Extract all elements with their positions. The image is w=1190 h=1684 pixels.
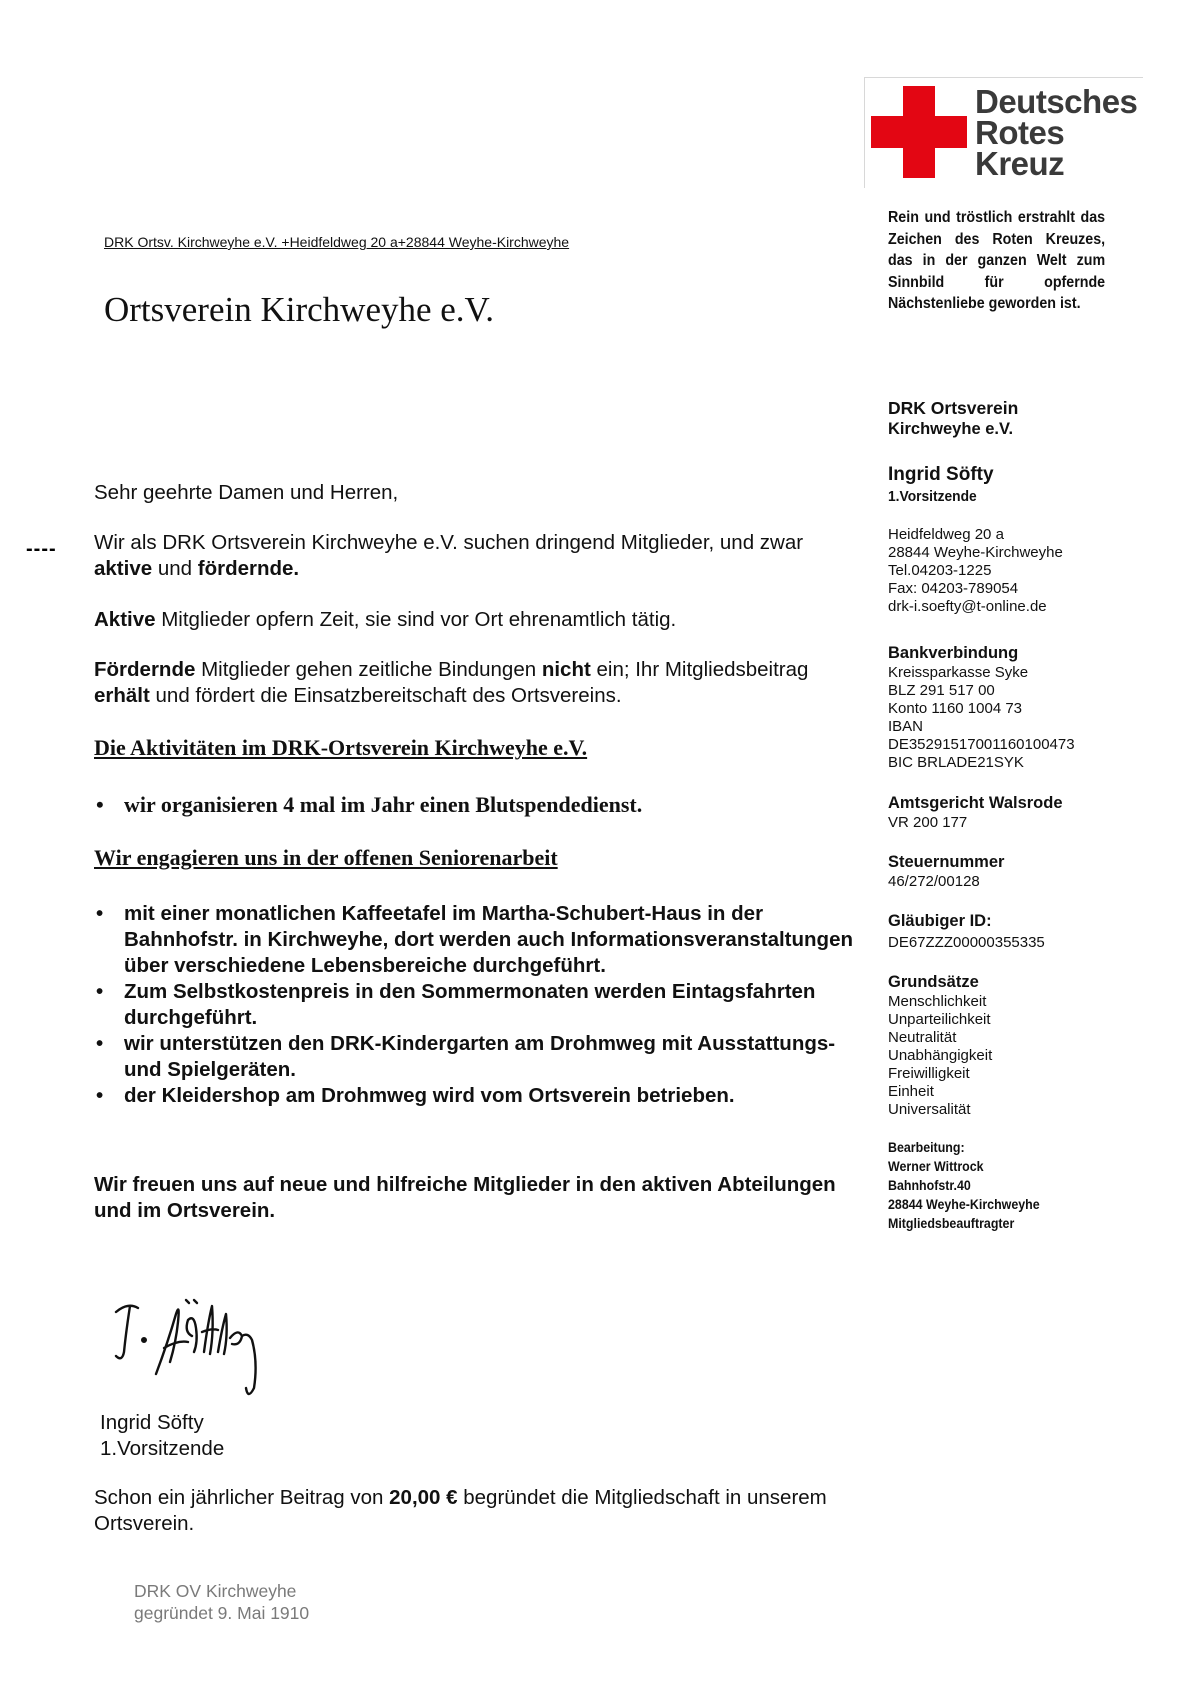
principle-item: Neutralität — [888, 1029, 957, 1046]
principle-item: Menschlichkeit — [888, 993, 987, 1010]
footer-line-1: DRK OV Kirchweyhe — [134, 1581, 297, 1601]
address-phone: Tel.04203-1225 — [888, 562, 992, 579]
contact-line: 28844 Weyhe-Kirchweyhe — [888, 1197, 1040, 1212]
contact-line: Mitgliedsbeauftragter — [888, 1216, 1015, 1231]
bank-line: Konto 1160 1004 73 — [888, 700, 1023, 717]
contact-line: Bahnhofstr.40 — [888, 1178, 971, 1193]
heading-activities: Die Aktivitäten im DRK-Ortsverein Kirchweyhe e.V. — [94, 735, 588, 760]
bank-heading: Bankverbindung — [888, 644, 1019, 662]
foerdernde-label: Fördernde — [94, 658, 196, 681]
foerdernde-nicht: nicht — [541, 658, 591, 681]
principle-item: Unabhängigkeit — [888, 1047, 993, 1064]
aktive-label: Aktive — [94, 608, 156, 631]
org-title: Ortsverein Kirchweyhe e.V. — [104, 290, 495, 329]
red-cross-icon — [871, 86, 967, 178]
logo-line-1: Deutsches — [975, 83, 1138, 120]
sidebar-org — [888, 398, 1148, 439]
bank-line: IBAN — [888, 718, 924, 735]
list-item: • wir unterstützen den DRK-Kindergarten am Drohmweg mit Ausstattungs-und Spielgeräten. — [94, 1031, 854, 1083]
sidebar-creditor — [888, 911, 1148, 952]
creditor-value: DE67ZZZ00000355335 — [888, 934, 1045, 951]
motto: Rein und tröstlich erstrahlt das Zeichen des Roten Kreuzes, das in der ganzen Welt zum Sinnbild für opfernde Nächstenliebe geworden ist. — [888, 209, 1106, 312]
intro-bold-aktive: aktive — [94, 557, 153, 580]
sidebar-person-role: 1.Vorsitzende — [888, 488, 977, 505]
sidebar-address — [888, 526, 1148, 616]
tax-value: 46/272/00128 — [888, 873, 980, 890]
intro-and: und — [152, 557, 198, 580]
address-fax: Fax: 04203-789054 — [888, 580, 1019, 597]
activities-list — [94, 792, 854, 818]
fee-text-1: Schon ein jährlicher Beitrag von — [94, 1486, 390, 1509]
sidebar-person-name: Ingrid Söfty — [888, 464, 994, 485]
intro-paragraph — [94, 530, 844, 582]
closing-paragraph: Wir freuen uns auf neue und hilfreiche Mitglieder in den aktiven Abteilungen und im Ortsverein. — [94, 1173, 836, 1222]
principles-heading: Grundsätze — [888, 973, 979, 991]
address-email: drk-i.soefty@t-online.de — [888, 598, 1047, 615]
court-value: VR 200 177 — [888, 814, 968, 831]
principle-item: Freiwilligkeit — [888, 1065, 970, 1082]
principle-item: Einheit — [888, 1083, 934, 1100]
footer-line-2: gegründet 9. Mai 1910 — [134, 1603, 310, 1623]
fee-text-2: begründet die Mitgliedschaft in unserem Ortsverein. — [94, 1486, 827, 1535]
intro-text: Wir als DRK Ortsverein Kirchweyhe e.V. suchen dringend Mitglieder, und zwar — [94, 531, 804, 554]
principle-item: Universalität — [888, 1101, 971, 1118]
contact-line: Werner Wittrock — [888, 1159, 984, 1174]
seniors-list — [94, 901, 854, 1109]
signer-role: 1.Vorsitzende — [100, 1437, 225, 1460]
intro-bold-foerdernde: fördernde. — [197, 557, 300, 580]
bank-line: BIC BRLADE21SYK — [888, 754, 1024, 771]
address-line: 28844 Weyhe-Kirchweyhe — [888, 544, 1063, 561]
logo-line-3: Kreuz — [975, 145, 1065, 182]
sidebar-principles — [888, 972, 1148, 1119]
sidebar-tax — [888, 852, 1148, 891]
logo-line-2: Rotes — [975, 114, 1065, 151]
signer-name: Ingrid Söfty — [100, 1411, 204, 1434]
signature-image — [108, 1292, 278, 1402]
heading-seniors: Wir engagieren uns in der offenen Seniorenarbeit — [94, 845, 558, 870]
sidebar-org-line-1: DRK Ortsverein — [888, 398, 1019, 418]
footer-note — [134, 1580, 309, 1624]
margin-mark: ---- — [26, 538, 57, 560]
foerdernde-text-1: Mitglieder gehen zeitliche Bindungen — [195, 658, 542, 681]
list-item: • mit einer monatlichen Kaffeetafel im Martha-Schubert-Haus in der Bahnhofstr. in Kirchweyhe, dort werden auch Informationsveranstaltungen über verschiedene Lebensbereiche durchgeführt. — [94, 901, 854, 979]
list-item: • wir organisieren 4 mal im Jahr einen Blutspendedienst. — [94, 792, 854, 818]
foerdernde-text-2: ein; Ihr Mitgliedsbeitrag — [590, 658, 809, 681]
logo-wordmark — [975, 83, 1138, 182]
bank-line: DE35291517001160100473 — [888, 736, 1075, 753]
bank-line: Kreissparkasse Syke — [888, 664, 1029, 681]
fee-paragraph — [94, 1485, 844, 1537]
greeting: Sehr geehrte Damen und Herren, — [94, 481, 399, 504]
sidebar-bank — [888, 643, 1148, 772]
principle-item: Unparteilichkeit — [888, 1011, 991, 1028]
foerdernde-erhaelt: erhält — [94, 684, 150, 707]
drk-logo — [864, 77, 1143, 188]
sidebar-person — [888, 463, 1148, 506]
fee-amount: 20,00 € — [389, 1486, 458, 1509]
sidebar-org-line-2: Kirchweyhe e.V. — [888, 420, 1014, 438]
foerdernde-text-3: und fördert die Einsatzbereitschaft des Ortsvereins. — [149, 684, 622, 707]
address-line: Heidfeldweg 20 a — [888, 526, 1004, 543]
bank-line: BLZ 291 517 00 — [888, 682, 995, 699]
list-item: • der Kleidershop am Drohmweg wird vom Ortsverein betrieben. — [94, 1083, 854, 1109]
contact-heading: Bearbeitung: — [888, 1140, 965, 1155]
creditor-heading: Gläubiger ID: — [888, 912, 992, 930]
list-item: • Zum Selbstkostenpreis in den Sommermonaten werden Eintagsfahrten durchgeführt. — [94, 979, 854, 1031]
court-heading: Amtsgericht Walsrode — [888, 794, 1063, 812]
sender-line: DRK Ortsv. Kirchweyhe e.V. +Heidfeldweg 20 a+28844 Weyhe-Kirchweyhe — [104, 234, 570, 250]
tax-heading: Steuernummer — [888, 853, 1005, 871]
aktive-paragraph — [94, 607, 844, 633]
aktive-text: Mitglieder opfern Zeit, sie sind vor Ort ehrenamtlich tätig. — [155, 608, 677, 631]
sidebar-contact — [888, 1138, 1148, 1233]
sidebar-court — [888, 793, 1148, 832]
foerdernde-paragraph — [94, 657, 844, 709]
